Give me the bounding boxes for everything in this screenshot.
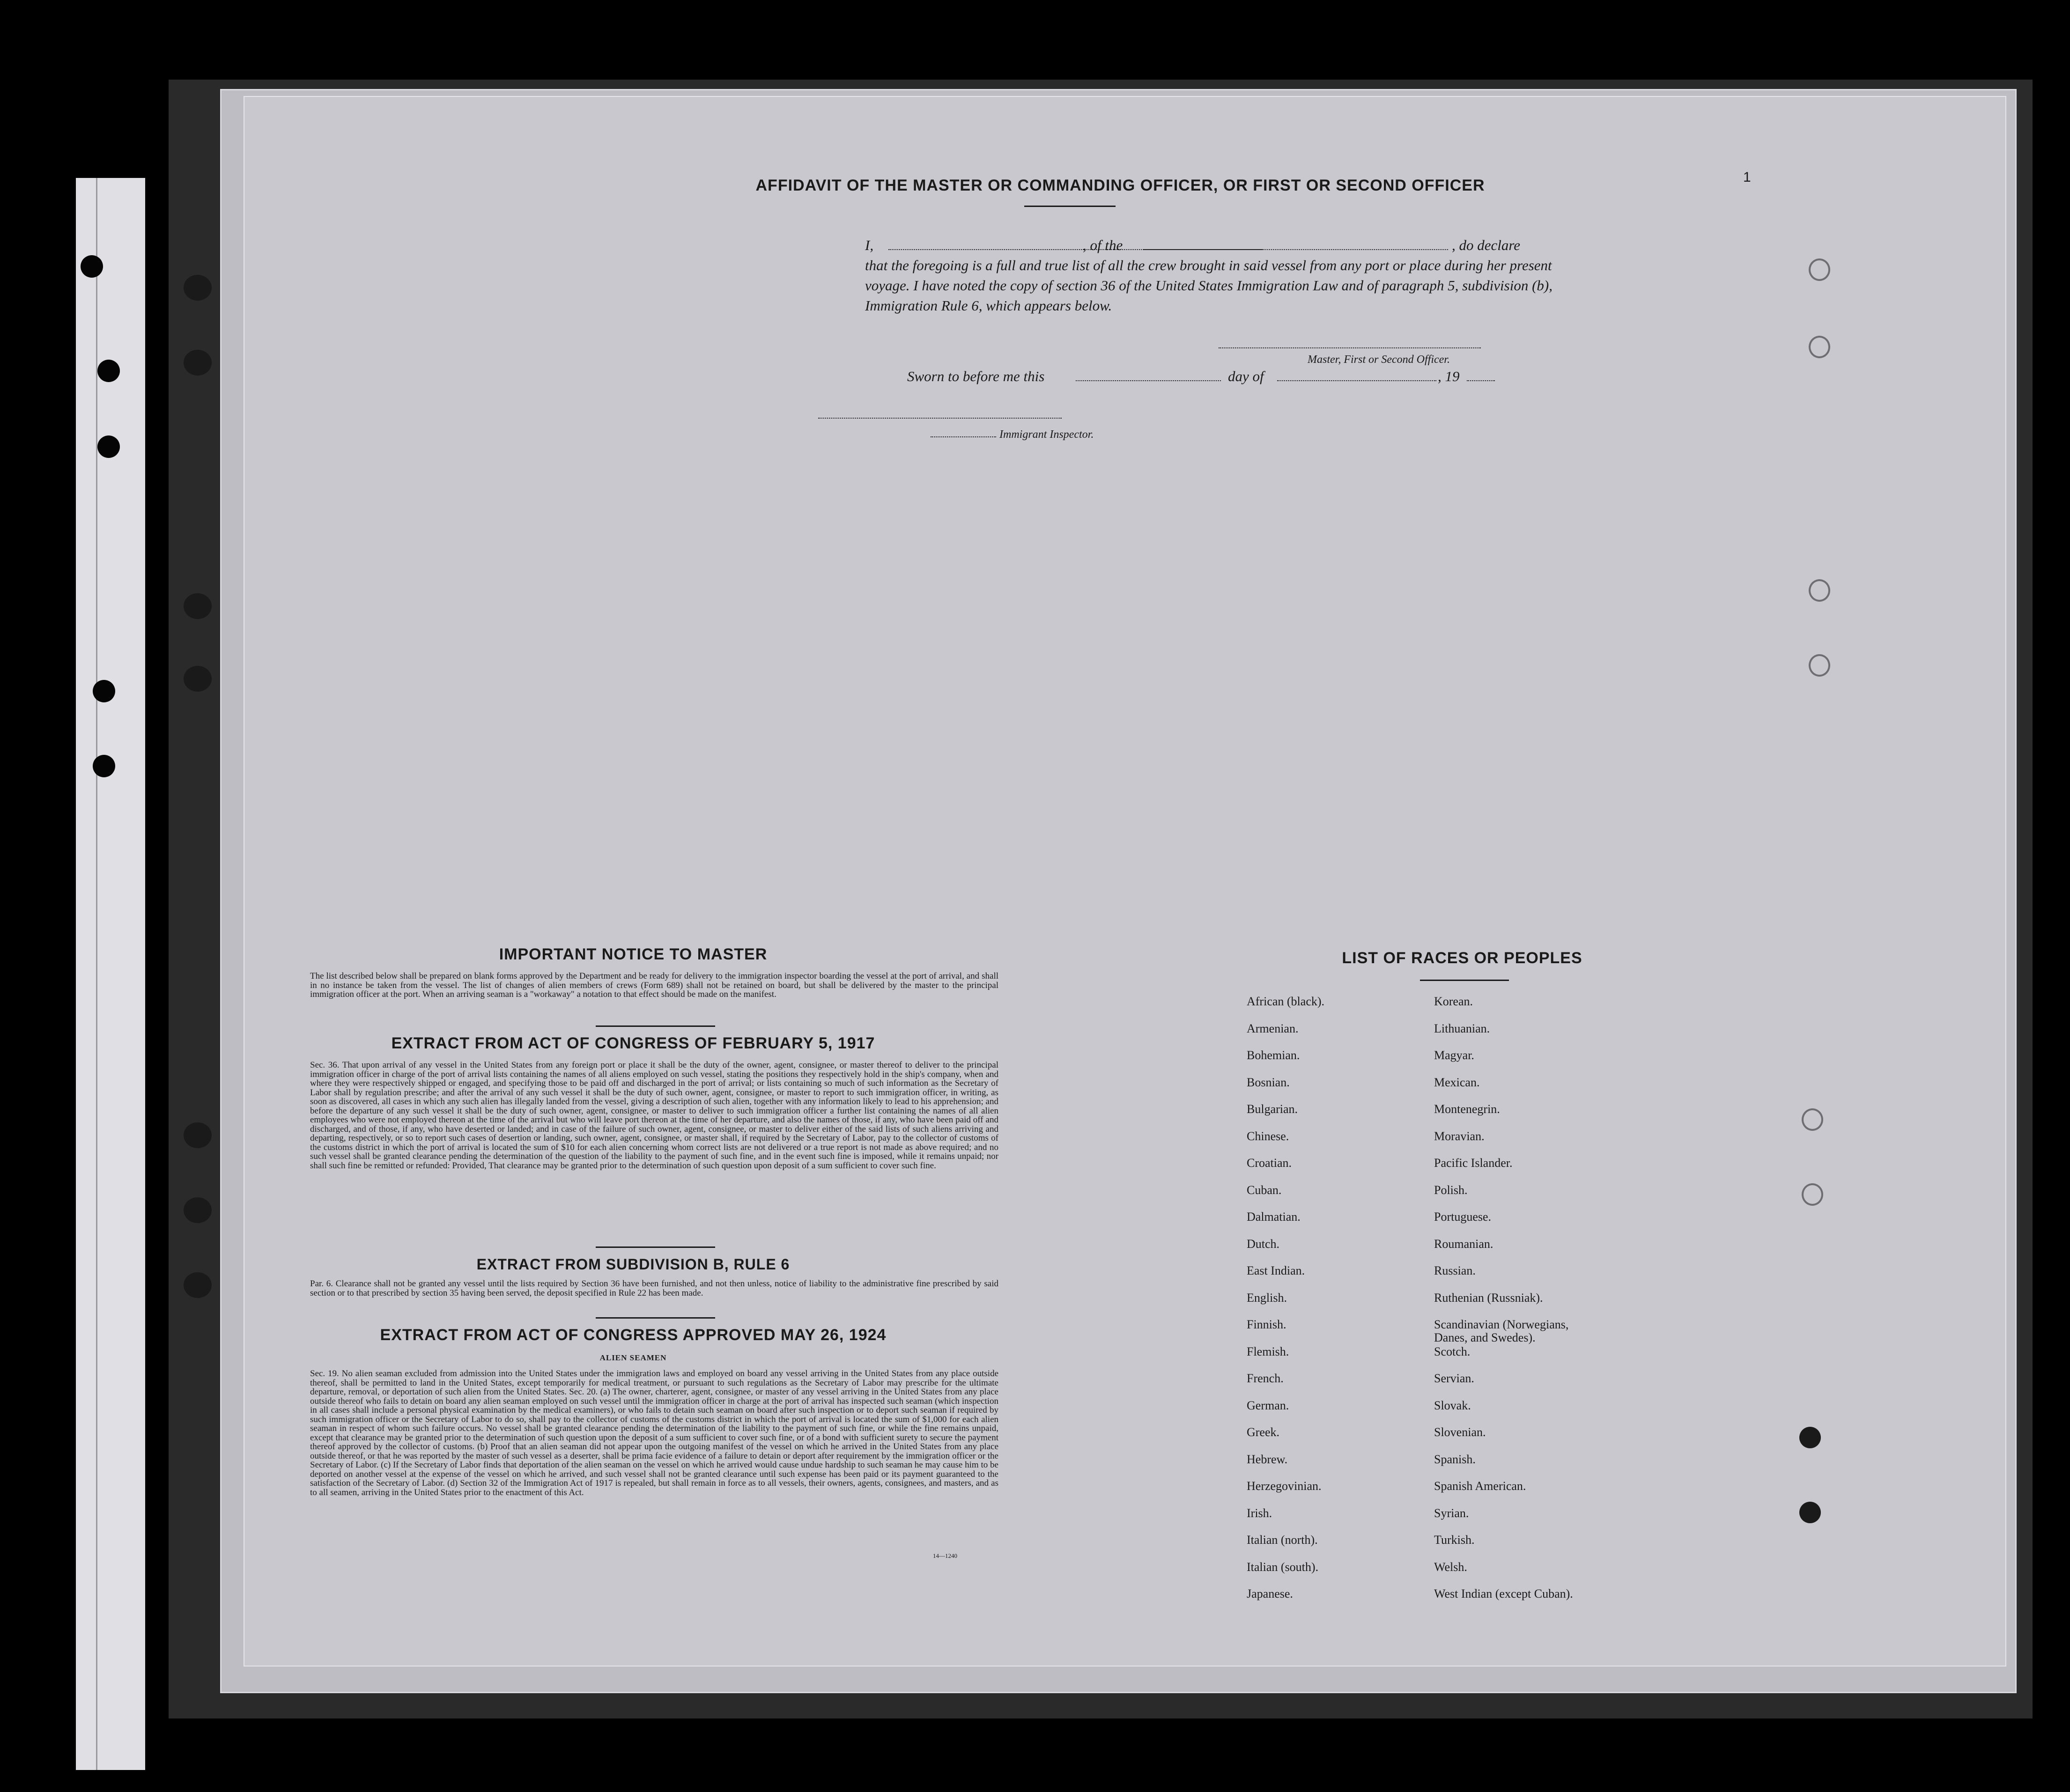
race-item: Bohemian. [1247, 1048, 1300, 1062]
race-item: Welsh. [1434, 1560, 1467, 1574]
sworn-year-blank[interactable] [1467, 380, 1495, 381]
binding-mark [184, 1197, 212, 1223]
race-item: Lithuanian. [1434, 1021, 1490, 1035]
binding-mark [184, 1122, 212, 1148]
race-item: Servian. [1434, 1372, 1474, 1385]
affidavit-line-2: that the foregoing is a full and true list of all the crew brought in said vessel from any port or place during her present [865, 257, 1552, 273]
sworn-label: Sworn to before me this [907, 368, 1045, 384]
subdivision-title: EXTRACT FROM SUBDIVISION B, RULE 6 [476, 1256, 790, 1273]
do-declare-label: , do declare [1452, 237, 1521, 253]
ring-hole [1809, 579, 1830, 602]
binding-mark [184, 1272, 212, 1298]
affidavit-line-3: voyage. I have noted the copy of section 36 of the United States Immigration Law and of paragraph 5, subdivision (b), [865, 277, 1552, 294]
races-title: LIST OF RACES OR PEOPLES [1342, 949, 1582, 967]
year-label: , 19 [1438, 368, 1460, 384]
race-item: African (black). [1247, 995, 1325, 1008]
divider [596, 1317, 715, 1319]
day-of-label: day of [1228, 368, 1264, 384]
race-item: Dalmatian. [1247, 1210, 1301, 1224]
race-item: Magyar. [1434, 1048, 1474, 1062]
race-item: French. [1247, 1372, 1284, 1385]
race-item: Bulgarian. [1247, 1102, 1298, 1116]
extract-1924-title: EXTRACT FROM ACT OF CONGRESS APPROVED MAY 26, 1924 [380, 1326, 887, 1344]
subdivision-body: Par. 6. Clearance shall not be granted any vessel until the lists required by Section 36 have been furnished, and not then unless, notice of liability to the administrative fine prescribed by said section or to that prescribed by section 35 having been served, the deposit specified in Rule 22 has been made. [310, 1279, 998, 1298]
race-item: Pacific Islander. [1434, 1156, 1513, 1170]
race-item: Greek. [1247, 1425, 1280, 1439]
binder-hole [97, 360, 120, 382]
ring-hole-dark [1799, 1427, 1821, 1448]
race-item: East Indian. [1247, 1264, 1305, 1277]
race-item: Italian (south). [1247, 1560, 1319, 1574]
race-item: Flemish. [1247, 1344, 1289, 1358]
race-item: Chinese. [1247, 1129, 1289, 1143]
binder-hole [97, 435, 120, 458]
race-item: Moravian. [1434, 1129, 1485, 1143]
form-number: 14—1240 [933, 1552, 957, 1559]
divider [1024, 206, 1116, 207]
binder-strip [76, 178, 145, 1770]
document-page [244, 96, 2006, 1667]
race-item: Montenegrin. [1434, 1102, 1500, 1116]
ring-hole-dark [1799, 1502, 1821, 1523]
binder-hole [81, 255, 103, 278]
of-the-label: , of the [1083, 237, 1123, 253]
extract-1917-body: Sec. 36. That upon arrival of any vessel in the United States from any foreign port or place it shall be the duty of the owner, agent, consignee, or master thereof to deliver to the principal immigration officer in charge of the port of arrival lists containing the names of all aliens employed on such vessel, stating the positions they respectively hold in the ship's company, when and where they were respectively shipped or engaged, and specifying those to be paid off and discharged in the port of arrival; or lists containing so much of such information as the Secretary of Labor shall by regulation prescribe; and after the arrival of any such vessel it shall be the duty of such owner, agent, consignee, or master to report to such immigration officer, in writing, as soon as discovered, all cases in which any such alien has illegally landed from the vessel, giving a description of such alien, together with any information likely to lead to his apprehension; and before the departure of any such vessel it shall be the duty of such owner, agent, consignee, or master to deliver to such immigration officer a further list containing the names of all alien employees who were not employed thereon at the time of the arrival but who will leave port thereon at the time of her departure, and also the names of those, if any, who have been paid off and discharged, and of those, if any, who have deserted or landed; and in case of the failure of such owner, agent, consignee, or master to deliver either of the said lists of such aliens arriving and departing, respectively, or so to report such cases of desertion or landing, such owner, agent, consignee, or master shall, if required by the Secretary of Labor, pay to the collector of customs of the customs district in which the port of arrival is located the sum of $10 for each alien concerning whom correct lists are not delivered or a true report is not made as above required; and no such vessel shall be granted clearance pending the determination of the question of the liability to the payment of such fine, and in the event such fine is imposed, while it remains unpaid; nor shall such fine be remitted or refunded: Provided, That clearance may be granted prior to the determination of such question upon deposit of a sum sufficient to cover such fine. [310, 1060, 998, 1171]
race-item: Croatian. [1247, 1156, 1292, 1170]
divider [596, 1246, 715, 1248]
inspector-blank[interactable] [818, 418, 1062, 419]
affidavit-title: AFFIDAVIT OF THE MASTER OR COMMANDING OFFICER, OR FIRST OR SECOND OFFICER [755, 177, 1485, 194]
race-item: Slovak. [1434, 1398, 1471, 1412]
race-item: Turkish. [1434, 1533, 1475, 1547]
extract-1924-body: Sec. 19. No alien seaman excluded from admission into the United States under the immigration laws and employed on board any vessel arriving in the United States from any place outside thereof, shall be permitted to land in the United States, except temporarily for medical treatment, or pursuant to such regulations as the Secretary of Labor may prescribe for the ultimate departure, removal, or deportation of such alien from the United States. Sec. 20. (a) The owner, charterer, agent, consignee, or master of any vessel arriving in the United States from any place outside thereof who fails to detain on board any alien seaman employed on such vessel until the immigration officer in charge at the port of arrival has inspected such seaman (which inspection in all cases shall include a personal physical examination by the medical examiners), or who fails to detain such seaman on board after such inspection or to deport such seaman if required by such immigration officer or the Secretary of Labor to do so, shall pay to the collector of customs of the customs district in which the port of arrival is located the sum of $1,000 for each alien seaman in respect of whom such failure occurs. No vessel shall be granted clearance pending the determination of the liability to the payment of such fine, or while the fine remains unpaid, except that clearance may be granted prior to the determination of such question upon the deposit of a sum sufficient to cover such fine, or of a bond with sufficient surety to secure the payment thereof approved by the collector of customs. (b) Proof that an alien seaman did not appear upon the outgoing manifest of the vessel on which he arrived in the United States from any place outside thereof, or that he was reported by the master of such vessel as a deserter, shall be prima facie evidence of a failure to detain or deport after requirement by the immigration officer or the Secretary of Labor. (c) If the Secretary of Labor finds that deportation of the alien seaman on the vessel on which he arrived would cause undue hardship to such seaman he may cause him to be deported on another vessel at the expense of the vessel on which he arrived, and such vessel shall not be granted clearance until such expense has been paid or its payment guaranteed to the satisfaction of the Secretary of Labor. (d) Section 32 of the Immigration Act of 1917 is repealed, but shall remain in force as to all vessels, their owners, agents, consignees, and masters, and as to all seamen, arriving in the United States prior to the enactment of this Act. [310, 1369, 998, 1497]
ring-hole [1802, 1108, 1823, 1131]
race-item: Korean. [1434, 995, 1473, 1008]
inspector-label: Immigrant Inspector. [999, 428, 1094, 441]
binder-hole [93, 680, 115, 702]
race-item: Scotch. [1434, 1344, 1471, 1358]
notice-body: The list described below shall be prepared on blank forms approved by the Department and be ready for delivery to the immigration inspector boarding the vessel at the port of arrival, and shall in no instance be taken from the vessel. The list of changes of alien members of crews (Form 689) shall not be retained on board, but shall be delivered by the master to the principal immigration officer at the port. When an arriving seaman is a "workaway" a notation to that effect should be made on the manifest. [310, 971, 998, 999]
affidavit-i-label: I, [865, 237, 874, 253]
sworn-day-blank[interactable] [1076, 380, 1221, 381]
binding-mark [184, 666, 212, 692]
page-number-mark: 1 [1743, 170, 1751, 185]
race-item: Bosnian. [1247, 1075, 1290, 1089]
race-item: English. [1247, 1291, 1287, 1305]
race-item: Mexican. [1434, 1075, 1480, 1089]
race-item: Roumanian. [1434, 1237, 1493, 1251]
race-item: Scandinavian (Norwegians, Danes, and Swedes). [1434, 1318, 1569, 1344]
affidavit-line-4: Immigration Rule 6, which appears below. [865, 297, 1112, 314]
binding-mark [184, 350, 212, 376]
race-item: Irish. [1247, 1506, 1272, 1520]
signature-blank[interactable] [1219, 347, 1481, 348]
signature-label: Master, First or Second Officer. [1308, 354, 1450, 366]
race-item: Portuguese. [1434, 1210, 1492, 1224]
race-item: Slovenian. [1434, 1425, 1486, 1439]
race-item: Japanese. [1247, 1587, 1293, 1600]
race-item: Hebrew. [1247, 1452, 1288, 1466]
race-item: Polish. [1434, 1183, 1468, 1197]
binder-hole [93, 755, 115, 777]
ring-hole [1809, 654, 1830, 677]
race-item: Finnish. [1247, 1318, 1286, 1331]
alien-seamen-subtitle: ALIEN SEAMEN [599, 1353, 667, 1362]
race-item: Italian (north). [1247, 1533, 1318, 1547]
race-item: German. [1247, 1398, 1289, 1412]
race-item: Ruthenian (Russniak). [1434, 1291, 1543, 1305]
binder-strip-edge [96, 178, 97, 1770]
binding-mark [184, 275, 212, 301]
ring-hole [1809, 258, 1830, 281]
race-item: West Indian (except Cuban). [1434, 1587, 1573, 1600]
ring-hole [1802, 1183, 1823, 1206]
race-item: Dutch. [1247, 1237, 1280, 1251]
race-item: Spanish American. [1434, 1479, 1526, 1493]
extract-1917-title: EXTRACT FROM ACT OF CONGRESS OF FEBRUARY 5, 1917 [391, 1034, 875, 1052]
notice-title: IMPORTANT NOTICE TO MASTER [499, 945, 768, 963]
race-item: Armenian. [1247, 1021, 1299, 1035]
inspector-blank-2[interactable] [931, 436, 996, 437]
race-item: Syrian. [1434, 1506, 1469, 1520]
divider [1420, 980, 1509, 981]
race-item: Cuban. [1247, 1183, 1282, 1197]
race-item: Herzegovinian. [1247, 1479, 1322, 1493]
vessel-blank[interactable] [1144, 249, 1448, 250]
race-item: Russian. [1434, 1264, 1476, 1277]
binding-mark [184, 593, 212, 619]
sworn-month-blank[interactable] [1277, 380, 1436, 381]
race-item: Spanish. [1434, 1452, 1476, 1466]
divider [596, 1025, 715, 1027]
ring-hole [1809, 336, 1830, 358]
